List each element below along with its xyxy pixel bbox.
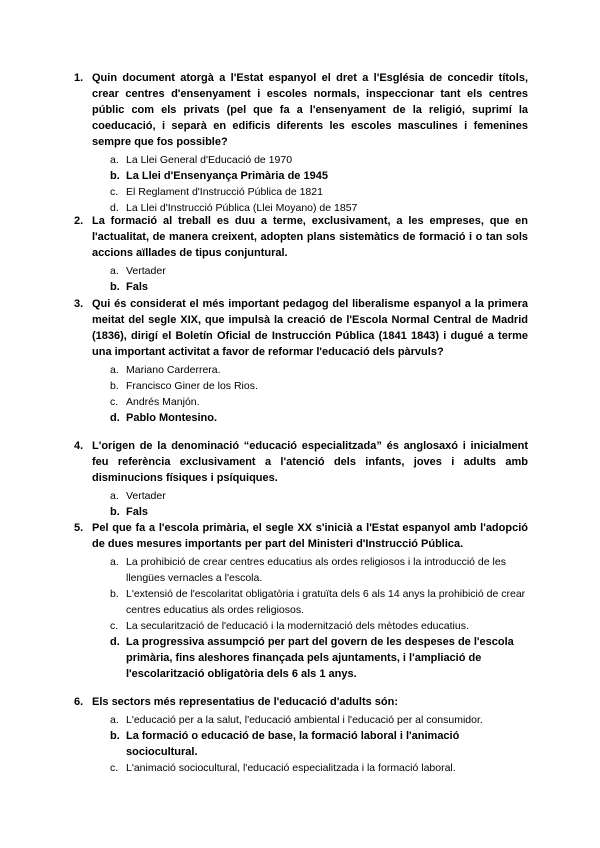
- option-letter: a.: [110, 265, 119, 277]
- question-number: 1.: [74, 72, 84, 84]
- option: [92, 488, 528, 504]
- option-letter: d.: [110, 636, 120, 648]
- option-letter: d.: [110, 412, 120, 424]
- option-text: La Llei General d'Educació de 1970: [126, 154, 293, 166]
- option-correct: [92, 728, 528, 760]
- options-list: [92, 152, 528, 216]
- question-number: 2.: [74, 215, 84, 227]
- option-text: Pablo Montesino.: [126, 412, 218, 424]
- option-letter: b.: [110, 506, 120, 518]
- question-5: [74, 520, 528, 682]
- option-letter: a.: [110, 714, 119, 726]
- question-2: [74, 213, 528, 295]
- option-text: Vertader: [126, 490, 166, 502]
- option-correct: [92, 504, 528, 520]
- question-4: [74, 438, 528, 520]
- option-letter: b.: [110, 170, 120, 182]
- option-text: L'animació sociocultural, l'educació especialitzada i la formació laboral.: [126, 762, 456, 774]
- question-text: L'origen de la denominació “educació especialitzada” és anglosaxó i inicialment feu referència exclusivament a l'atenció dels infants, joves i adults amb disminucions físiques i psíquiques.: [92, 440, 528, 484]
- option-letter: a.: [110, 556, 119, 568]
- option: [92, 586, 528, 618]
- option-text: La prohibició de crear centres educatius als ordes religiosos i la introducció de les llengües vernacles a l'escola.: [126, 556, 506, 584]
- option: [92, 184, 528, 200]
- option-letter: c.: [110, 396, 119, 408]
- option-text: El Reglament d'Instrucció Pública de 1821: [126, 186, 323, 198]
- option-text: Vertader: [126, 265, 166, 277]
- options-list: [92, 488, 528, 520]
- option: [92, 394, 528, 410]
- option-text: Francisco Giner de los Rios.: [126, 380, 258, 392]
- option: [92, 760, 528, 776]
- question-number: 6.: [74, 696, 84, 708]
- question-text: Quin document atorgà a l'Estat espanyol el dret a l'Església de concedir títols, crear centres d'ensenyament i escoles normals, inspeccionar tant els centres públic com els privats (pel que fa a l'ensenyament de la religió, suprimí la coeducació, i separà en edificis diferents les escoles masculines i femenines sempre que fos possible?: [92, 72, 528, 148]
- question-number: 3.: [74, 298, 84, 310]
- option-letter: c.: [110, 186, 119, 198]
- question-3: [74, 296, 528, 426]
- option: [92, 263, 528, 279]
- question-text: Els sectors més representatius de l'educació d'adults són:: [92, 696, 399, 708]
- question-number: 5.: [74, 522, 84, 534]
- option-letter: b.: [110, 730, 120, 742]
- question-text: Qui és considerat el més important pedagog del liberalisme espanyol a la primera meitat del segle XIX, que impulsà la creació de l'Escola Normal Central de Madrid (1836), dirigí el Boletín Oficial de Instrucción Pública (1841 1843) i dugué a terme una important activitat a favor de reformar l'educació dels pàrvuls?: [92, 298, 528, 358]
- options-list: [92, 554, 528, 682]
- option-text: Fals: [126, 281, 149, 293]
- option: [92, 378, 528, 394]
- option-letter: d.: [110, 202, 119, 214]
- question-text: Pel que fa a l'escola primària, el segle XX s'inicià a l'Estat espanyol amb l'adopció de dues mesures importants per part del Ministeri d'Instrucció Pública.: [92, 522, 528, 550]
- option-text: La progressiva assumpció per part del govern de les despeses de l'escola primària, fins aleshores finançada pels ajuntaments, i l'ampliació de l'escolarització obligatòria dels 6 als 1 anys.: [126, 636, 514, 680]
- option-correct: [92, 410, 528, 426]
- option-text: La secularització de l'educació i la modernització dels mètodes educatius.: [126, 620, 469, 632]
- options-list: [92, 362, 528, 426]
- option: [92, 712, 528, 728]
- option-letter: b.: [110, 588, 119, 600]
- option-text: L'educació per a la salut, l'educació ambiental i l'educació per al consumidor.: [126, 714, 483, 726]
- option-text: L'extensió de l'escolaritat obligatòria i gratuïta dels 6 als 14 anys la prohibició de crear centres educatius als ordes religiosos.: [126, 588, 526, 616]
- option: [92, 152, 528, 168]
- option: [92, 362, 528, 378]
- option-correct: [92, 279, 528, 295]
- option: [92, 618, 528, 634]
- option-letter: b.: [110, 281, 120, 293]
- option-text: Fals: [126, 506, 149, 518]
- option-letter: c.: [110, 620, 119, 632]
- question-6: [74, 694, 528, 776]
- option-text: Andrés Manjón.: [126, 396, 200, 408]
- question-text: La formació al treball es duu a terme, exclusivament, a les empreses, que en l'actualitat, de manera creixent, adopten plans sistemàtics de formació i o tan sols accions aïllades de tipus conjuntural.: [92, 215, 528, 259]
- options-list: [92, 712, 528, 776]
- options-list: [92, 263, 528, 295]
- option-text: Mariano Carderrera.: [126, 364, 221, 376]
- option-correct: [92, 634, 528, 682]
- option-letter: a.: [110, 364, 119, 376]
- option-letter: c.: [110, 762, 119, 774]
- option-text: La Llei d'Instrucció Pública (Llei Moyano) de 1857: [126, 202, 358, 214]
- option-text: La formació o educació de base, la formació laboral i l'animació sociocultural.: [126, 730, 460, 758]
- question-number: 4.: [74, 440, 84, 452]
- option-correct: [92, 168, 528, 184]
- option-letter: a.: [110, 154, 119, 166]
- question-1: [74, 70, 528, 216]
- option: [92, 554, 528, 586]
- option-text: La Llei d'Ensenyança Primària de 1945: [126, 170, 328, 182]
- option-letter: a.: [110, 490, 119, 502]
- option-letter: b.: [110, 380, 119, 392]
